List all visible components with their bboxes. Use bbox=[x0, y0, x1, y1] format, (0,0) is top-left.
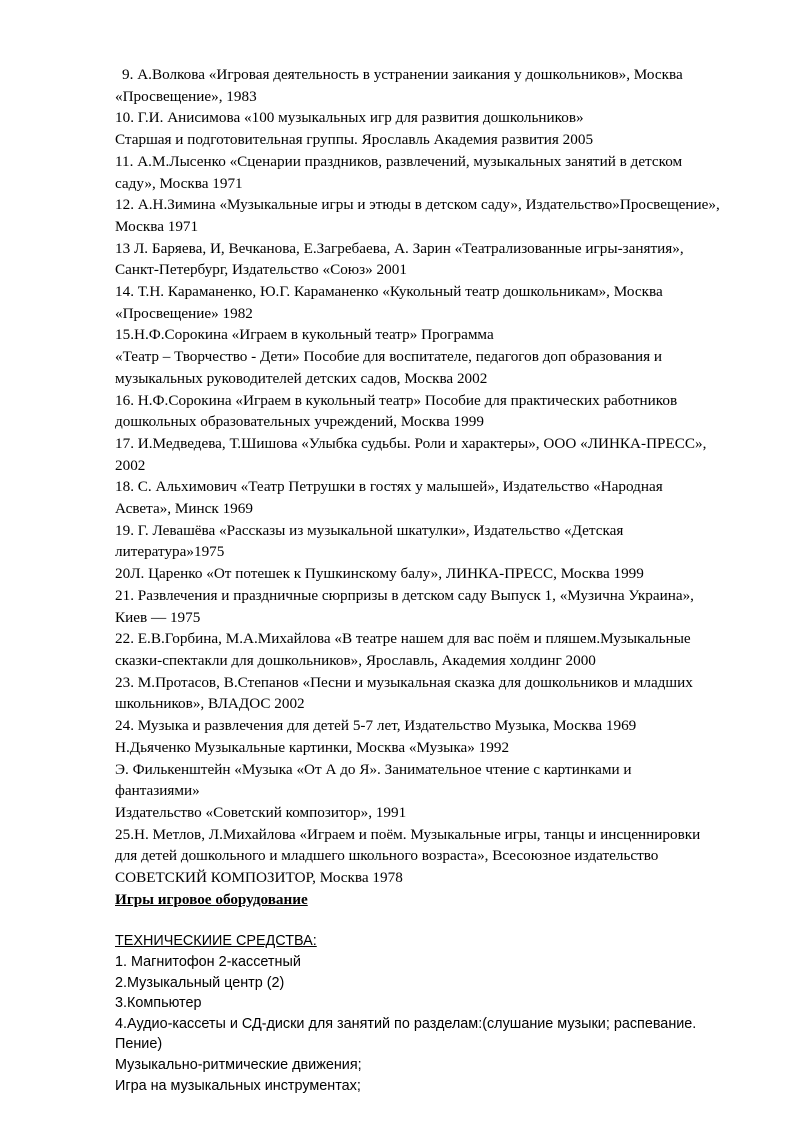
bibliography-line: 19. Г. Левашёва «Рассказы из музыкальной шкатулки», Издательство «Детская bbox=[115, 521, 624, 539]
technical-means-section bbox=[115, 931, 775, 1096]
technical-means-item: Пение) bbox=[115, 1036, 163, 1053]
technical-means-item: Игра на музыкальных инструментах; bbox=[115, 1077, 361, 1094]
technical-means-item: 2.Музыкальный центр (2) bbox=[115, 974, 285, 991]
spacer bbox=[115, 910, 775, 931]
bibliography-line: «Просвещение», 1983 bbox=[115, 87, 257, 105]
bibliography-line: 15.Н.Ф.Сорокина «Играем в кукольный театр» Программа bbox=[115, 326, 494, 344]
bibliography-line: 12. А.Н.Зимина «Музыкальные игры и этюды в детском саду», Издательство»Просвещение», bbox=[115, 196, 720, 214]
bibliography-line: Э. Филькенштейн «Музыка «От А до Я». Занимательное чтение с картинками и bbox=[115, 760, 632, 778]
bibliography-line: Издательство «Советский композитор», 1991 bbox=[115, 803, 407, 821]
technical-means-item: 3.Компьютер bbox=[115, 995, 202, 1012]
bibliography-line: 23. М.Протасов, В.Степанов «Песни и музыкальная сказка для дошкольников и младших bbox=[115, 673, 693, 691]
bibliography-line: 9. А.Волкова «Игровая деятельность в устранении заикания у дошкольников», Москва bbox=[122, 66, 683, 83]
bibliography-line: 25.Н. Метлов, Л.Михайлова «Играем и поём. Музыкальные игры, танцы и инсценнировки bbox=[115, 825, 701, 843]
bibliography-line: музыкальных руководителей детских садов, Москва 2002 bbox=[115, 369, 488, 387]
bibliography-line: литература»1975 bbox=[115, 543, 225, 561]
bibliography-line: 17. И.Медведева, Т.Шишова «Улыбка судьбы. Роли и характеры», ООО «ЛИНКА-ПРЕСС», bbox=[115, 434, 707, 452]
bibliography-line: Санкт-Петербург, Издательство «Союз» 2001 bbox=[115, 261, 407, 279]
bibliography-line: Асвета», Минск 1969 bbox=[115, 500, 253, 518]
bibliography-line: Н.Дьяченко Музыкальные картинки, Москва «Музыка» 1992 bbox=[115, 738, 510, 756]
bibliography-line: СОВЕТСКИЙ КОМПОЗИТОР, Москва 1978 bbox=[115, 869, 403, 887]
bibliography-line: школьников», ВЛАДОС 2002 bbox=[115, 695, 305, 713]
bibliography-line: 18. С. Альхимович «Театр Петрушки в гостях у малышей», Издательство «Народная bbox=[115, 478, 663, 496]
bibliography-line: для детей дошкольного и младшего школьного возраста», Всесоюзное издательство bbox=[115, 847, 659, 865]
bibliography-line: 2002 bbox=[115, 456, 146, 474]
bibliography-list bbox=[115, 64, 775, 889]
bibliography-line: 20Л. Царенко «От потешек к Пушкинскому балу», ЛИНКА-ПРЕСС, Москва 1999 bbox=[115, 565, 644, 583]
bibliography-line: Киев — 1975 bbox=[115, 608, 201, 626]
bibliography-line: 11. А.М.Лысенко «Сценарии праздников, развлечений, музыкальных занятий в детском bbox=[115, 152, 683, 170]
bibliography-line: саду», Москва 1971 bbox=[115, 174, 243, 192]
bibliography-line: 24. Музыка и развлечения для детей 5-7 лет, Издательство Музыка, Москва 1969 bbox=[115, 717, 637, 735]
bibliography-line: 13 Л. Баряева, И, Вечканова, Е.Загребаева, А. Зарин «Театрализованные игры-занятия», bbox=[115, 239, 684, 257]
technical-means-item: 4.Аудио-кассеты и СД-диски для занятий по разделам:(слушание музыки; распевание. bbox=[115, 1015, 697, 1032]
bibliography-line: Москва 1971 bbox=[115, 217, 199, 235]
bibliography-line: 14. Т.Н. Караманенко, Ю.Г. Караманенко «Кукольный театр дошкольникам», Москва bbox=[115, 283, 663, 301]
games-heading: Игры игровое оборудование bbox=[115, 890, 308, 908]
bibliography-line: фантазиями» bbox=[115, 782, 200, 800]
bibliography-line: дошкольных образовательных учреждений, Москва 1999 bbox=[115, 413, 484, 431]
document-page bbox=[115, 64, 775, 1096]
technical-means-item: 1. Магнитофон 2-кассетный bbox=[115, 954, 301, 971]
bibliography-line: 16. Н.Ф.Сорокина «Играем в кукольный театр» Пособие для практических работников bbox=[115, 391, 678, 409]
bibliography-line: 10. Г.И. Анисимова «100 музыкальных игр для развития дошкольников» bbox=[115, 109, 584, 127]
bibliography-line: 21. Развлечения и праздничные сюрпризы в детском саду Выпуск 1, «Музична Украина», bbox=[115, 586, 694, 604]
bibliography-line: «Просвещение» 1982 bbox=[115, 304, 253, 322]
technical-means-list bbox=[115, 952, 775, 1096]
bibliography-line: сказки-спектакли для дошкольников», Ярославль, Академия холдинг 2000 bbox=[115, 651, 596, 669]
bibliography-line: «Театр – Творчество - Дети» Пособие для воспитателе, педагогов доп образования и bbox=[115, 348, 662, 366]
technical-means-item: Музыкально-ритмические движения; bbox=[115, 1056, 362, 1073]
technical-means-heading: ТЕХНИЧЕСКИИЕ СРЕДСТВА: bbox=[115, 933, 317, 950]
bibliography-line: Старшая и подготовительная группы. Ярославль Академия развития 2005 bbox=[115, 131, 594, 149]
bibliography-line: 22. Е.В.Горбина, М.А.Михайлова «В театре нашем для вас поём и пляшем.Музыкальные bbox=[115, 630, 691, 648]
